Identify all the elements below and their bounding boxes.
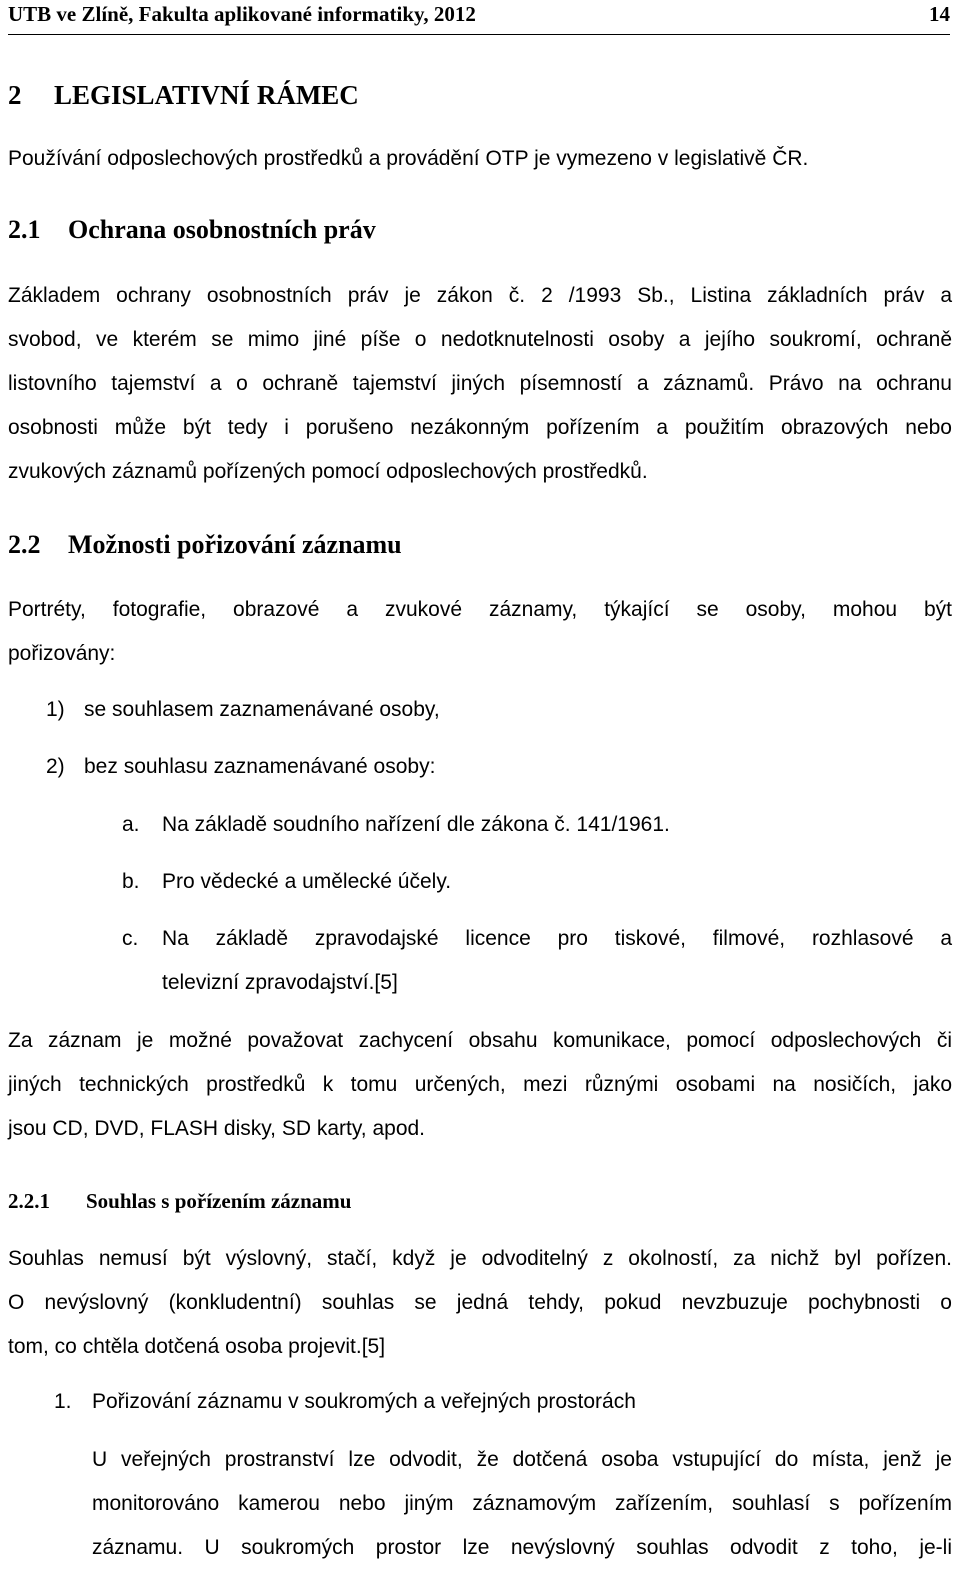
list-marker: 2) bbox=[46, 755, 65, 778]
text-line: Portréty, fotografie, obrazové a zvukové záznamy, týkající se osoby, mohou být bbox=[8, 598, 952, 621]
paragraph-legislation-intro bbox=[8, 137, 952, 181]
text-line: O nevýslovný (konkludentní) souhlas se jedná tehdy, pokud nevzbuzuje pochybnosti o bbox=[8, 1291, 952, 1314]
list-text: Na základě soudního nařízení dle zákona č. 141/1961. bbox=[162, 813, 670, 836]
paragraph-recording-options bbox=[8, 588, 952, 676]
text-line: tom, co chtěla dotčená osoba projevit.[5] bbox=[8, 1335, 386, 1358]
text-line: U veřejných prostranství lze odvodit, že dotčená osoba vstupující do místa, jenž je bbox=[92, 1448, 952, 1471]
text-line: monitorováno kamerou nebo jiným záznamovým zařízením, souhlasí s pořízením bbox=[92, 1492, 952, 1515]
heading-number: 2 bbox=[8, 80, 22, 110]
text-line: pořizovány: bbox=[8, 642, 116, 665]
text-line: Souhlas nemusí být výslovný, stačí, když je odvoditelný z okolností, za nichž byl pořízen. bbox=[8, 1247, 952, 1270]
list-marker: 1) bbox=[46, 698, 65, 721]
paragraph-recording-definition bbox=[8, 1019, 952, 1151]
text-line: Používání odposlechových prostředků a provádění OTP je vymezeno v legislativě ČR. bbox=[8, 147, 809, 170]
list-item bbox=[46, 698, 440, 722]
sublist-item bbox=[122, 917, 952, 1005]
heading-section-2-2-1 bbox=[8, 1189, 952, 1214]
heading-text: LEGISLATIVNÍ RÁMEC bbox=[54, 80, 359, 110]
paragraph-consent bbox=[8, 1237, 952, 1369]
list-marker: c. bbox=[122, 927, 139, 950]
list-marker: 1. bbox=[54, 1390, 72, 1413]
text-line: Základem ochrany osobnostních práv je zákon č. 2 /1993 Sb., Listina základních práv a bbox=[8, 284, 952, 307]
list-item bbox=[46, 755, 435, 779]
list-text: Na základě zpravodajské licence pro tiskové, filmové, rozhlasové a bbox=[162, 927, 952, 950]
list-text: se souhlasem zaznamenávané osoby, bbox=[84, 698, 440, 721]
heading-section-2 bbox=[8, 80, 952, 111]
page-number: 14 bbox=[929, 2, 950, 26]
text-line: listovního tajemství a o ochraně tajemství jiných písemností a záznamů. Právo na ochranu bbox=[8, 372, 952, 395]
list-marker: a. bbox=[122, 813, 140, 836]
text-line: osobnosti může být tedy i porušeno nezákonným pořízením a použitím obrazových nebo bbox=[8, 416, 952, 439]
paragraph-personal-rights bbox=[8, 274, 952, 494]
page-header bbox=[8, 0, 950, 36]
text-line: zvukových záznamů pořízených pomocí odposlechových prostředků. bbox=[8, 460, 648, 483]
numbered-item bbox=[54, 1390, 636, 1414]
list-text: Pořizování záznamu v soukromých a veřejných prostorách bbox=[92, 1390, 636, 1413]
list-text: televizní zpravodajství.[5] bbox=[162, 971, 398, 994]
heading-text: Souhlas s pořízením záznamu bbox=[86, 1189, 352, 1213]
list-text: bez souhlasu zaznamenávané osoby: bbox=[84, 755, 436, 778]
heading-number: 2.2.1 bbox=[8, 1189, 50, 1213]
heading-number: 2.2 bbox=[8, 530, 41, 559]
text-line: Za záznam je možné považovat zachycení obsahu komunikace, pomocí odposlechových či bbox=[8, 1029, 952, 1052]
heading-text: Možnosti pořizování záznamu bbox=[68, 530, 402, 559]
heading-text: Ochrana osobnostních práv bbox=[68, 215, 376, 244]
header-title: UTB ve Zlíně, Fakulta aplikované informatiky, 2012 bbox=[8, 2, 476, 26]
list-text: Pro vědecké a umělecké účely. bbox=[162, 870, 452, 893]
heading-number: 2.1 bbox=[8, 215, 41, 244]
text-line: jsou CD, DVD, FLASH disky, SD karty, apod. bbox=[8, 1117, 426, 1140]
paragraph-public-private-spaces bbox=[92, 1438, 952, 1570]
heading-section-2-2 bbox=[8, 530, 952, 560]
list-marker: b. bbox=[122, 870, 140, 893]
text-line: svobod, ve kterém se mimo jiné píše o nedotknutelnosti osoby a jejího soukromí, ochraně bbox=[8, 328, 952, 351]
sublist-item bbox=[122, 860, 952, 904]
header-rule bbox=[8, 34, 950, 35]
text-line: jiných technických prostředků k tomu určených, mezi různými osobami na nosičích, jako bbox=[8, 1073, 952, 1096]
sublist-item bbox=[122, 803, 952, 847]
heading-section-2-1 bbox=[8, 215, 952, 245]
text-line: záznamu. U soukromých prostor lze nevýslovný souhlas odvodit z toho, je-li bbox=[92, 1536, 952, 1559]
